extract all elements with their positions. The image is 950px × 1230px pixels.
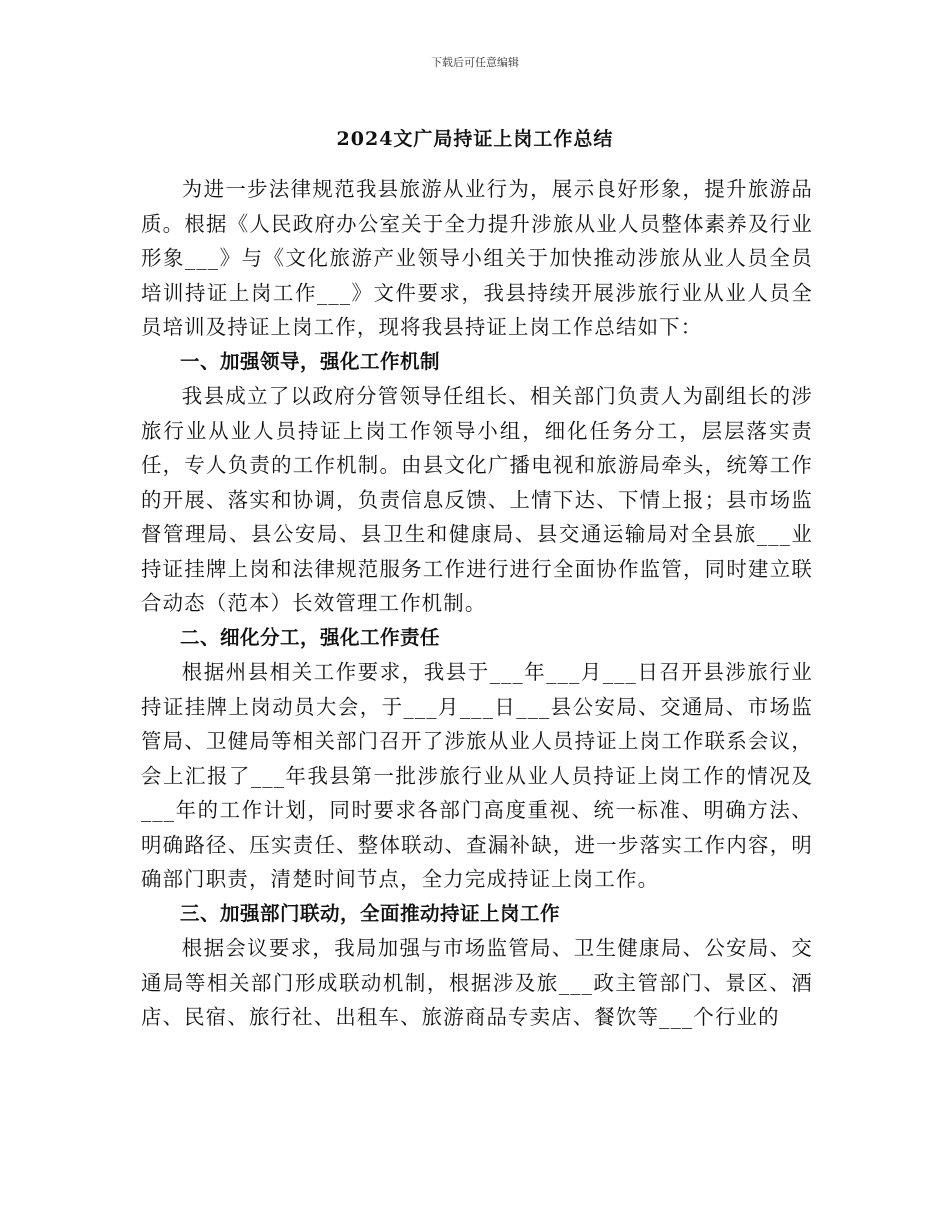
section-heading-1: 一、加强领导，强化工作机制 <box>180 349 441 373</box>
section-heading-3: 三、加强部门联动，全面推动持证上岗工作 <box>180 901 561 925</box>
document-body <box>141 172 813 1035</box>
section-3-paragraph: 根据会议要求，我局加强与市场监管局、卫生健康局、公安局、交通局等相关部门形成联动机制，根据涉及旅___政主管部门、景区、酒店、民宿、旅行社、出租车、旅游商品专卖店、餐饮等___个行业的 <box>141 936 813 1029</box>
section-heading-2: 二、细化分工，强化工作责任 <box>180 625 441 649</box>
section-1-paragraph: 我县成立了以政府分管领导任组长、相关部门负责人为副组长的涉旅行业从业人员持证上岗工作领导小组，细化任务分工，层层落实责任，专人负责的工作机制。由县文化广播电视和旅游局牵头，统筹工作的开展、落实和协调，负责信息反馈、上情下达、下情上报；县市场监督管理局、县公安局、县卫生和健康局、县交通运输局对全县旅___业持证挂牌上岗和法律规范服务工作进行进行全面协作监管，同时建立联合动态（范本）长效管理工作机制。 <box>141 384 813 615</box>
intro-paragraph: 为进一步法律规范我县旅游从业行为，展示良好形象，提升旅游品质。根据《人民政府办公室关于全力提升涉旅从业人员整体素养及行业形象___》与《文化旅游产业领导小组关于加快推动涉旅从业人员全员培训持证上岗工作___》文件要求，我县持续开展涉旅行业从业人员全员培训及持证上岗工作，现将我县持证上岗工作总结如下： <box>141 177 813 339</box>
section-2-paragraph: 根据州县相关工作要求，我县于___年___月___日召开县涉旅行业持证挂牌上岗动员大会，于___月___日___县公安局、交通局、市场监管局、卫健局等相关部门召开了涉旅从业人员持证上岗工作联系会议，会上汇报了___年我县第一批涉旅行业从业人员持证上岗工作的情况及___年的工作计划，同时要求各部门高度重视、统一标准、明确方法、明确路径、压实责任、整体联动、查漏补缺，进一步落实工作内容，明确部门职责，清楚时间节点，全力完成持证上岗工作。 <box>141 660 813 891</box>
document-title: 2024文广局持证上岗工作总结 <box>336 128 614 150</box>
header-note: 下载后可任意编辑 <box>431 56 519 69</box>
